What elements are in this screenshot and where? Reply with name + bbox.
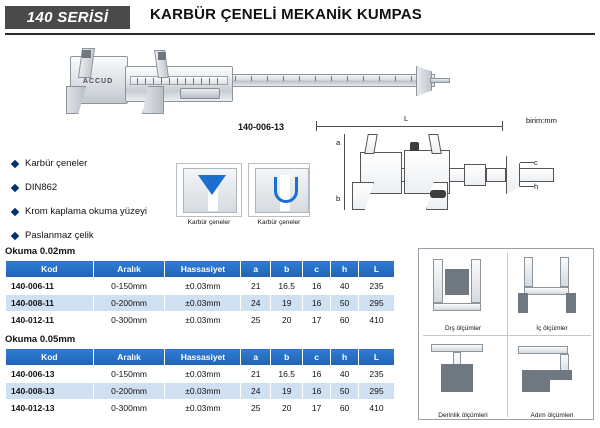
cell-h: 60 [331,400,359,417]
table-row [6,295,395,312]
cell-hassasiyet: ±0.03mm [165,366,241,383]
u-groove-icon [274,177,298,203]
cell-b: 20 [271,312,303,329]
cell-b: 19 [271,295,303,312]
drawing-thumb-wheel [430,190,446,198]
drawing-depth-rod [486,168,506,182]
column-header-c: c [303,261,331,278]
list-item-label: Karbür çeneler [25,158,88,169]
drawing-lower-fixed-jaw [352,182,374,210]
cell-l: 410 [359,312,395,329]
feature-list [10,158,175,254]
depth-rod [430,78,450,83]
cell-h: 40 [331,278,359,295]
list-item [10,230,175,241]
list-item-label: Krom kaplama okuma yüzeyi [25,206,147,217]
list-item [10,158,175,169]
cell-l: 235 [359,366,395,383]
cell-hassasiyet: ±0.03mm [165,383,241,400]
list-item [10,206,175,217]
spec-table-005 [5,348,395,417]
list-item [10,182,175,193]
cell-aralik: 0-300mm [93,400,165,417]
dimension-tick [502,121,503,131]
drawing-upper-fixed-jaw [364,134,378,154]
column-header-kod: Kod [6,261,94,278]
cell-b: 19 [271,383,303,400]
series-badge: 140 SERİSİ [5,6,130,29]
cell-hassasiyet: ±0.03mm [165,295,241,312]
cell-aralik: 0-200mm [93,383,165,400]
leader-line [520,162,534,163]
product-code-caption: 140-006-13 [238,122,285,132]
drawing-lock-screw [410,142,419,151]
cell-c: 17 [303,312,331,329]
carbide-insert-icon [82,50,91,58]
caliper-illustration [30,48,440,118]
dimension-tick [316,121,317,131]
cell-l: 295 [359,383,395,400]
table-2-title: Okuma 0.05mm [5,334,76,345]
cell-h: 60 [331,312,359,329]
cell-a: 21 [241,366,271,383]
jaw-detail-figure-v [176,163,242,217]
column-header-hassasiyet: Hassasiyet [165,349,241,366]
column-header-h: h [331,261,359,278]
jaw-detail-caption: Karbür çeneler [187,219,231,226]
table-header-row [6,349,395,366]
column-header-b: b [271,261,303,278]
cell-c: 16 [303,366,331,383]
jaw-body-shape [183,168,237,213]
column-header-c: c [303,349,331,366]
jaw-detail-caption-wrap [176,219,242,226]
cell-hassasiyet: ±0.03mm [165,312,241,329]
cell-h: 50 [331,295,359,312]
measure-caption: Derinlik ölçümleri [438,411,488,419]
cell-a: 24 [241,295,271,312]
dimension-label-c: c [534,158,538,167]
jaw-body-shape [255,168,309,213]
cell-aralik: 0-150mm [93,278,165,295]
cell-b: 16.5 [271,278,303,295]
page-title: KARBÜR ÇENELİ MEKANİK KUMPAS [150,6,422,23]
carbide-insert-icon [158,52,166,60]
cell-b: 16.5 [271,366,303,383]
measure-figure-outside [419,249,507,335]
drawing-depth-block [464,164,486,186]
list-item-label: Paslanmaz çelik [25,230,94,241]
cell-c: 16 [303,383,331,400]
cell-kod: 140-006-13 [6,366,94,383]
column-header-hassasiyet: Hassasiyet [165,261,241,278]
drawing-upper-movable-jaw [428,134,442,154]
table-row [6,278,395,295]
page-header [0,0,600,34]
measure-caption: Dış ölçümler [444,324,482,332]
leader-line [344,134,345,210]
cell-c: 16 [303,295,331,312]
table-header-row [6,261,395,278]
diamond-bullet-icon [11,208,19,216]
dimension-line-L [316,126,502,127]
brand-mark: ACCUD [82,77,114,85]
header-divider [5,33,595,35]
technical-drawing [308,112,594,242]
cell-aralik: 0-300mm [93,312,165,329]
measure-figure-inside [508,249,596,335]
cell-kod: 140-012-13 [6,400,94,417]
table-row [6,400,395,417]
cell-a: 25 [241,400,271,417]
leader-line [520,186,534,187]
cell-l: 235 [359,278,395,295]
column-header-a: a [241,349,271,366]
cell-h: 40 [331,366,359,383]
jaw-detail-caption: Karbür çeneler [257,219,301,226]
dimension-label-L: L [404,114,409,123]
spec-table-002 [5,260,395,329]
measure-figure-step [508,336,596,422]
unit-label: birim:mm [526,116,557,125]
diamond-bullet-icon [11,184,19,192]
cell-c: 16 [303,278,331,295]
table-row [6,312,395,329]
cell-kod: 140-006-11 [6,278,94,295]
cell-l: 295 [359,295,395,312]
table-1-title: Okuma 0.02mm [5,246,76,257]
cell-a: 21 [241,278,271,295]
cell-aralik: 0-150mm [93,366,165,383]
vernier-scale [130,76,228,85]
jaw-detail-caption-wrap [248,219,310,226]
cell-l: 410 [359,400,395,417]
cell-aralik: 0-200mm [93,295,165,312]
table-row [6,383,395,400]
cell-kod: 140-012-11 [6,312,94,329]
cell-h: 50 [331,383,359,400]
measure-caption: İç ölçümler [536,324,568,332]
measure-figure-depth [419,336,507,422]
column-header-b: b [271,349,303,366]
cell-hassasiyet: ±0.03mm [165,278,241,295]
cell-b: 20 [271,400,303,417]
thumb-roller [180,88,220,99]
cell-a: 24 [241,383,271,400]
cell-hassasiyet: ±0.03mm [165,400,241,417]
column-header-h: h [331,349,359,366]
column-header-l: L [359,261,395,278]
dimension-label-a: a [336,138,341,147]
dimension-label-h: h [534,182,539,191]
jaw-detail-figure-u [248,163,310,217]
column-header-kod: Kod [6,349,94,366]
drawing-tail-jaw [506,156,520,194]
diamond-bullet-icon [11,232,19,240]
cell-a: 25 [241,312,271,329]
cell-kod: 140-008-13 [6,383,94,400]
measure-caption: Adım ölçümleri [530,411,574,419]
list-item-label: DIN862 [25,182,58,193]
column-header-l: L [359,349,395,366]
table-row [6,366,395,383]
dimension-label-b: b [336,194,341,203]
diamond-bullet-icon [11,160,19,168]
cell-kod: 140-008-11 [6,295,94,312]
column-header-aralik: Aralık [93,349,165,366]
column-header-a: a [241,261,271,278]
cell-c: 17 [303,400,331,417]
column-header-aralik: Aralık [93,261,165,278]
v-groove-icon [198,175,226,195]
measurement-types-figure [418,248,594,420]
